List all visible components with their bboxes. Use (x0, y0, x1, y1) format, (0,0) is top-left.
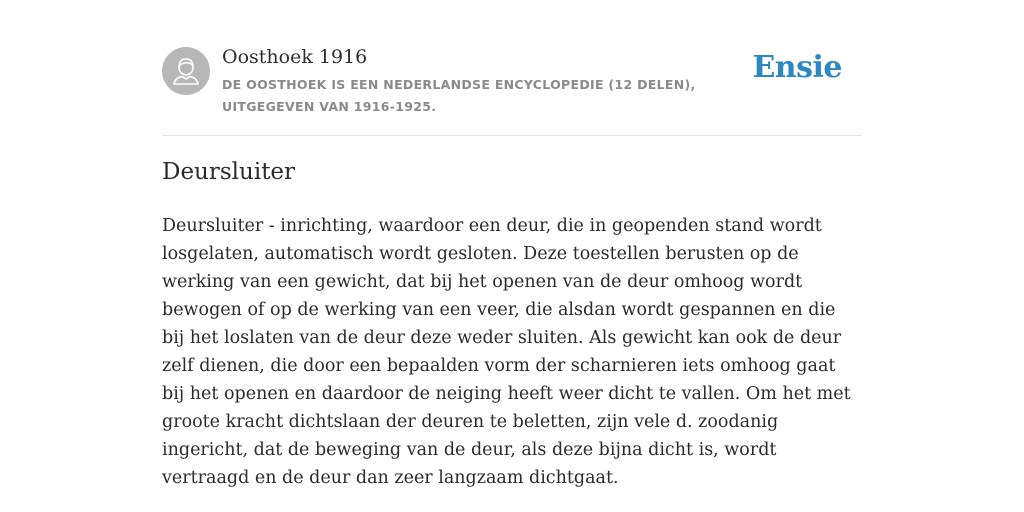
source-title[interactable]: Oosthoek 1916 (222, 46, 368, 68)
source-description: DE OOSTHOEK IS EEN NEDERLANDSE ENCYCLOPEDIE (12 DELEN), UITGEGEVEN VAN 1916-1925. (222, 77, 696, 114)
entry-body: Deursluiter - inrichting, waardoor een deur, die in geopenden stand wordt losgelaten, automatisch wordt gesloten. Deze toestellen berusten op de werking van een gewicht, dat bij het openen van de deur omhoog wordt bewogen of op de werking van een veer, die alsdan wordt gespannen en die bij het loslaten van de deur deze weder sluiten. Als gewicht kan ook de deur zelf dienen, die door een bepaalden vorm der scharnieren iets omhoog gaat bij het openen en daardoor de neiging heeft weer dicht te vallen. Om het met groote kracht dichtslaan der deuren te beletten, zijn vele d. zoodanig ingericht, dat de beweging van de deur, als deze bijna dicht is, wordt vertraagd en de deur dan zeer langzaam dichtgaat. (162, 216, 851, 488)
ensie-logo[interactable]: Ensie (752, 50, 842, 85)
entry-title: Deursluiter (162, 159, 296, 185)
header-divider (162, 135, 862, 136)
source-header (162, 46, 862, 118)
user-silhouette-icon (162, 47, 210, 95)
